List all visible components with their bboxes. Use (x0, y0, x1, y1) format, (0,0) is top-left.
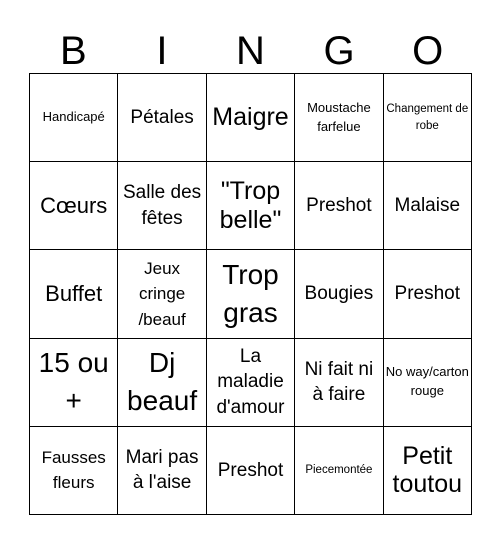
header-letter-g: G (323, 29, 355, 73)
bingo-cell[interactable]: Mari pas à l'aise (118, 427, 206, 515)
bingo-cell[interactable]: Moustache farfelue (295, 74, 383, 162)
bingo-cell[interactable]: Changement de robe (384, 74, 472, 162)
bingo-cell[interactable]: Dj beauf (118, 339, 206, 427)
bingo-cell[interactable]: Preshot (384, 250, 472, 338)
bingo-cell[interactable]: 15 ou + (30, 339, 118, 427)
bingo-cell[interactable]: Ni fait ni à faire (295, 339, 383, 427)
bingo-cell[interactable]: Maigre (207, 74, 295, 162)
header-letter-n: N (236, 29, 265, 73)
bingo-cell[interactable]: Petit toutou (384, 427, 472, 515)
bingo-cell[interactable]: Malaise (384, 162, 472, 250)
bingo-cell[interactable]: Cœurs (30, 162, 118, 250)
bingo-cell[interactable]: Buffet (30, 250, 118, 338)
bingo-cell[interactable]: Piecemontée (295, 427, 383, 515)
header-letter-b: B (59, 29, 87, 73)
bingo-cell[interactable]: Preshot (207, 427, 295, 515)
bingo-cell[interactable]: Handicapé (30, 74, 118, 162)
bingo-cell[interactable]: La maladie d'amour (207, 339, 295, 427)
bingo-cell[interactable]: Trop gras (207, 250, 295, 338)
bingo-cell[interactable]: Jeux cringe /beauf (118, 250, 206, 338)
header-letter-o: O (412, 29, 444, 73)
bingo-grid (29, 73, 472, 515)
bingo-cell[interactable]: Bougies (295, 250, 383, 338)
bingo-header (29, 28, 472, 74)
bingo-cell[interactable]: Salle des fêtes (118, 162, 206, 250)
header-letter-i: I (156, 29, 168, 73)
bingo-cell[interactable]: Fausses fleurs (30, 427, 118, 515)
bingo-cell[interactable]: Preshot (295, 162, 383, 250)
bingo-cell[interactable]: No way/carton rouge (384, 339, 472, 427)
bingo-cell[interactable]: "Trop belle" (207, 162, 295, 250)
bingo-cell[interactable]: Pétales (118, 74, 206, 162)
